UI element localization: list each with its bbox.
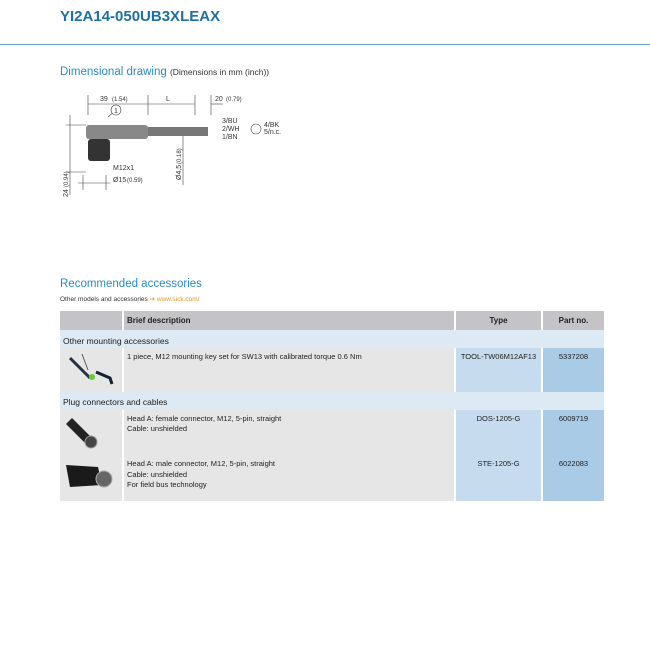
section-heading: Other mounting accessories	[60, 330, 604, 348]
svg-text:4/BK: 4/BK	[264, 122, 280, 129]
item-description: Head A: male connector, M12, 5-pin, straight Cable: unshielded For field bus technology	[124, 455, 454, 501]
table-row	[60, 348, 604, 392]
title-divider	[0, 44, 650, 45]
svg-text:(1.54): (1.54)	[112, 97, 128, 103]
accessories-subtext: Other models and accessories ➔ www.sick.com/	[60, 296, 200, 303]
svg-text:(0.79): (0.79)	[226, 97, 242, 103]
item-part-no: 6022083	[543, 455, 604, 501]
accessories-heading: Recommended accessories	[60, 278, 202, 290]
item-type: DOS-1205-G	[456, 410, 541, 456]
item-type: STE-1205-G	[456, 455, 541, 501]
svg-text:(0.18): (0.18)	[177, 148, 183, 164]
section-heading: Plug connectors and cables	[60, 392, 604, 410]
svg-text:39: 39	[100, 96, 108, 103]
svg-text:M12x1: M12x1	[113, 165, 135, 172]
item-description: Head A: female connector, M12, 5-pin, straight Cable: unshielded	[124, 410, 454, 456]
svg-text:(0.94): (0.94)	[64, 171, 70, 187]
svg-text:20: 20	[215, 96, 223, 103]
svg-text:24: 24	[63, 189, 70, 197]
svg-text:Ø15: Ø15	[113, 177, 127, 184]
product-title: YI2A14-050UB3XLEAX	[60, 8, 221, 25]
svg-text:L: L	[166, 96, 170, 103]
item-part-no: 5337208	[543, 348, 604, 392]
svg-text:3/BU: 3/BU	[222, 118, 238, 125]
table-row	[60, 410, 604, 456]
header-description: Brief description	[124, 311, 454, 330]
table-header	[60, 311, 604, 330]
header-part-no: Part no.	[543, 311, 604, 330]
svg-text:(0.59): (0.59)	[127, 178, 143, 184]
svg-text:1: 1	[114, 108, 118, 115]
svg-text:1/BN: 1/BN	[222, 134, 238, 141]
item-type: TOOL-TW06M12AF13	[456, 348, 541, 392]
female-connector-image	[60, 410, 122, 456]
dimensional-drawing	[58, 85, 308, 200]
svg-text:2/WH: 2/WH	[222, 126, 240, 133]
sick-website-link[interactable]: www.sick.com/	[156, 296, 200, 303]
header-type: Type	[456, 311, 541, 330]
table-row	[60, 455, 604, 501]
svg-text:5/n.c.: 5/n.c.	[264, 129, 282, 136]
item-part-no: 6009719	[543, 410, 604, 456]
mounting-key-image	[60, 348, 122, 392]
male-connector-image	[60, 455, 122, 501]
svg-text:Ø4,5: Ø4,5	[176, 164, 183, 180]
dimensional-drawing-heading: Dimensional drawing (Dimensions in mm (inch))	[60, 66, 270, 78]
accessories-table	[58, 311, 606, 501]
item-description: 1 piece, M12 mounting key set for SW13 with calibrated torque 0.6 Nm	[124, 348, 454, 392]
